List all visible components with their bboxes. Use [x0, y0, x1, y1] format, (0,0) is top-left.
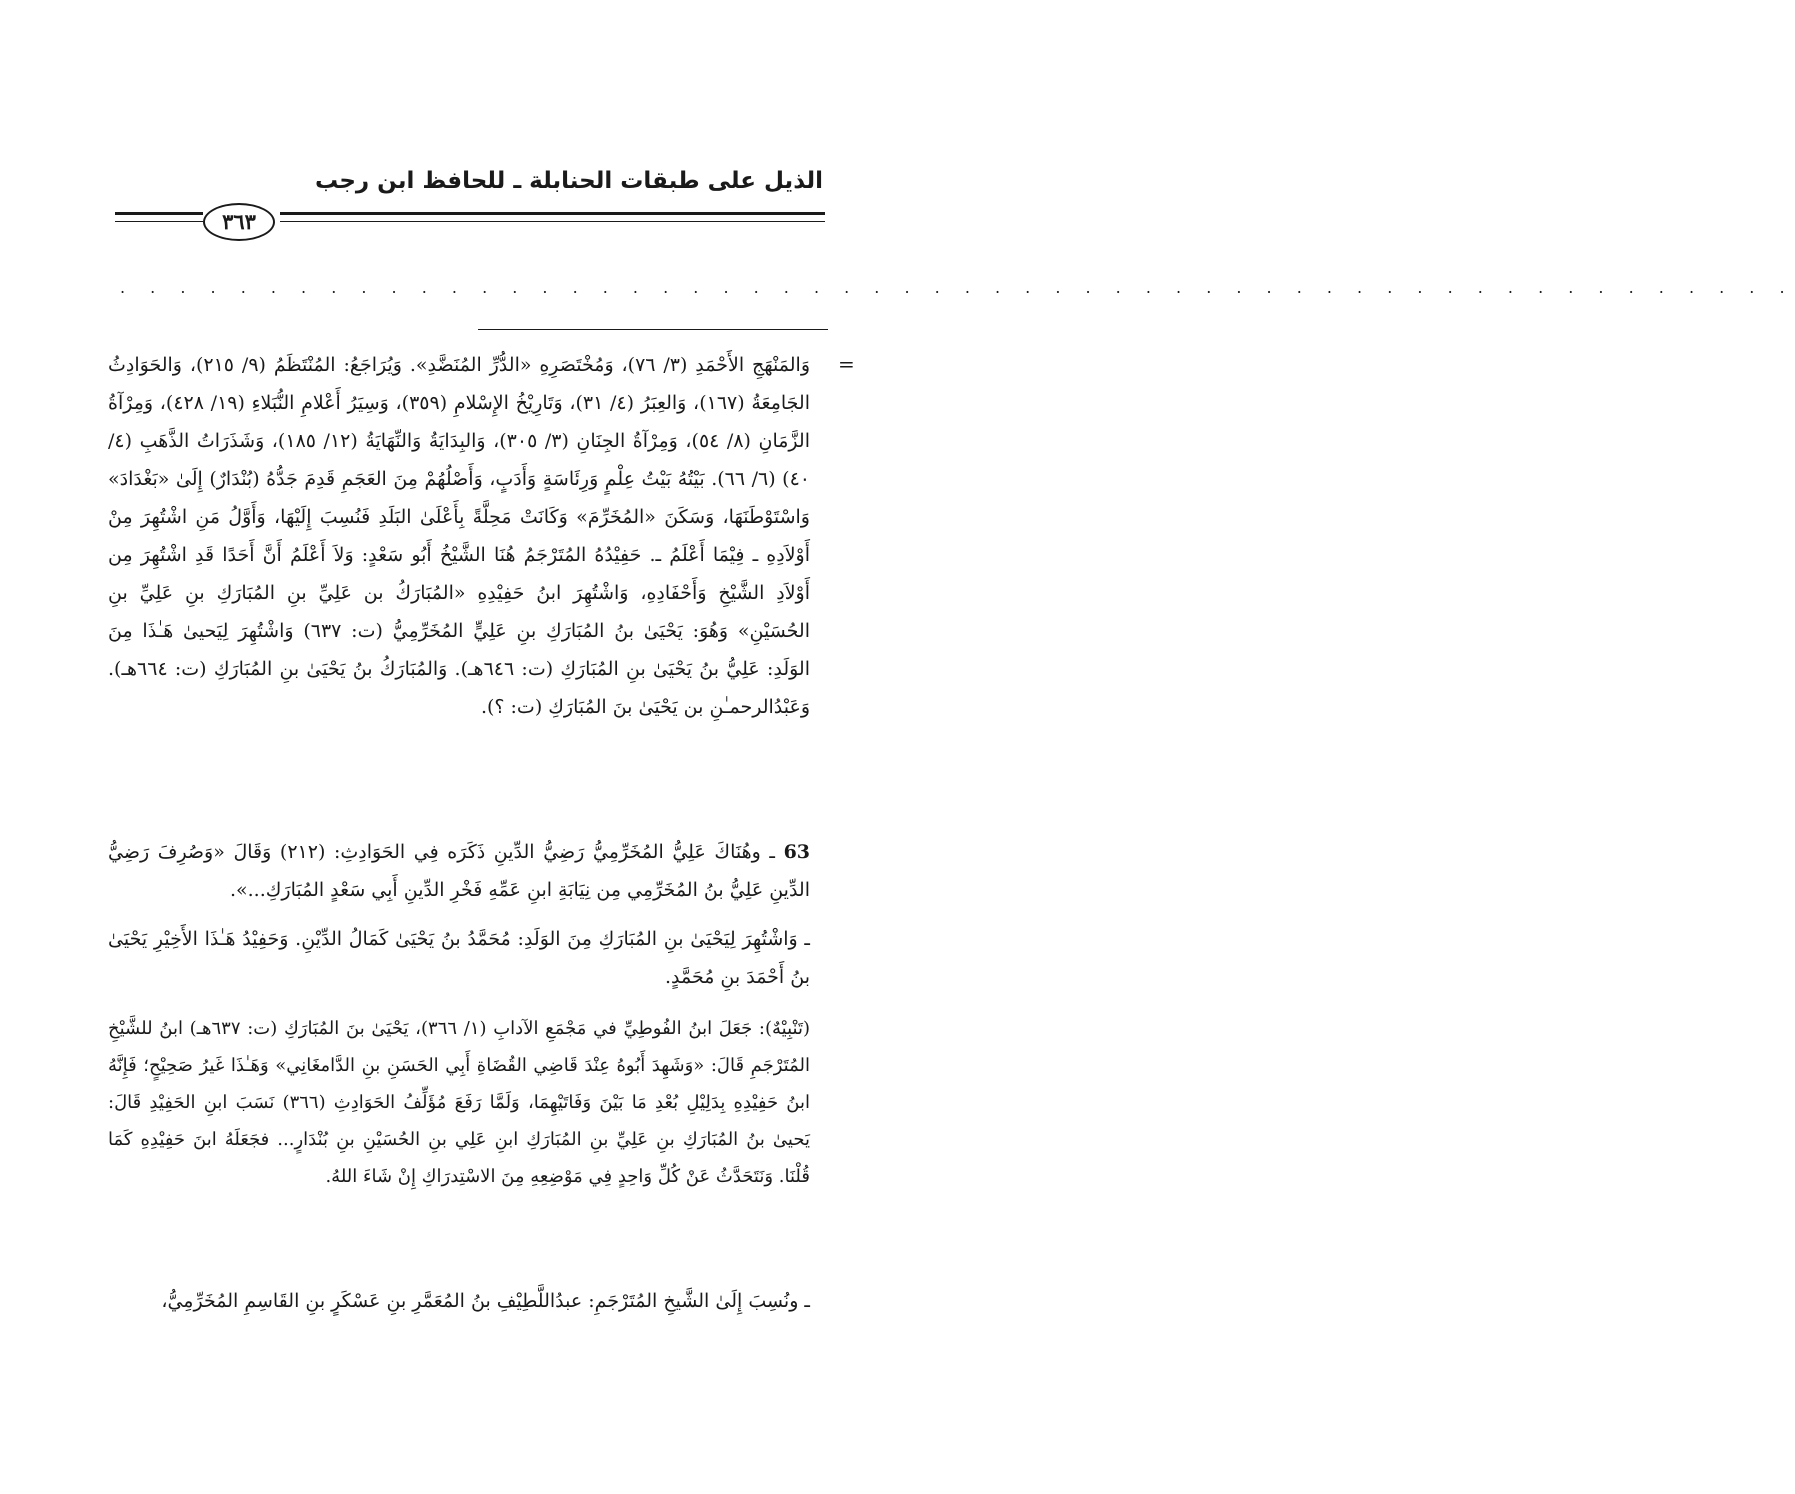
header-rule-right — [280, 212, 825, 215]
footnote-paragraph-4 — [108, 1282, 810, 1320]
footnote-paragraph-3 — [108, 1010, 810, 1195]
footnote-continued-text: وَالمَنْهَجِ الأَحْمَدِ (٣/ ٧٦)، وَمُخْتَصَرِهِ «الدُّرِّ المُنَضَّدِ». وَيُرَاجَعُ: المُنْتَظَمُ (٩/ ٢١٥)، وَالحَوَادِثُ الجَامِعَةُ (١٦٧)، وَالعِبَرُ (٤/ ٣١)، وَتَارِيْخُ الإِسْلامِ (٣٥٩)، وَسِيَرُ أَعْلامِ النُّبَلاءِ (١٩/ ٤٢٨)، وَمِرْآةُ الزَّمَانِ (٨/ ٥٤)، وَمِرْآةُ الجِنَانِ (٣/ ٣٠٥)، وَالبِدَايَةُ وَالنِّهَايَةُ (١٢/ ١٨٥)، وَشَذَرَاتُ الذَّهَبِ (٤/ ٤٠) (٦/ ٦٦). بَيْتُهُ بَيْتُ عِلْمٍ وَرِئَاسَةٍ وَأَدَبٍ، وَأَصْلُهُمْ مِنَ العَجَمِ قَدِمَ جَدُّهُ (بُنْدَارٌ) إِلَىٰ «بَغْدَادَ» وَاسْتَوْطَنَهَا، وَسَكَنَ «المُخَرِّمَ» وَكَانَتْ مَحِلَّةً بِأَعْلَىٰ البَلَدِ فَنُسِبَ إِلَيْهَا، وَأَوَّلُ مَنِ اشْتُهِرَ مِنْ أَوْلاَدِهِ ـ فِيْمَا أَعْلَمُ ـ. حَفِيْدُهُ المُتَرْجَمُ هُنَا الشَّيْخُ أَبُو سَعْدٍ: وَلاَ أَعْلَمُ أَنَّ أَحَدًا قَدِ اشْتُهِرَ مِن أَوْلاَدِ الشَّيْخِ وَأَحْفَادِهِ، وَاشْتُهِرَ ابنُ حَفِيْدِهِ «المُبَارَكُ بن عَلِيِّ بنِ المُبَارَكِ بنِ عَلِيِّ بنِ الحُسَيْنِ» وَهُوَ: يَحْيَىٰ بنُ المُبَارَكِ بنِ عَلِيٍّ المُخَرِّمِيُّ (ت: ٦٣٧) وَاشْتُهِرَ لِيَحيىٰ هَـٰذَا مِنَ الوَلَدِ: عَلِيُّ بنُ يَحْيَىٰ بنِ المُبَارَكِ (ت: ٦٤٦هـ). وَالمُبَارَكُ بنُ يَحْيَىٰ بنِ المُبَارَكِ (ت: ٦٦٤هـ). وَعَبْدُالرحمـٰنِ بن يَحْيَىٰ بنَ المُبَارَكِ (ت: ؟). — [108, 354, 810, 718]
running-header-title: الذيل على طبقات الحنابلة ـ للحافظ ابن رجب — [314, 168, 823, 194]
footnote-paragraph-2-text: ـ وَاشْتُهِرَ لِيَحْيَىٰ بنِ المُبَارَكِ مِنَ الوَلَدِ: مُحَمَّدُ بنُ يَحْيَىٰ كَمَالُ الدِّيْنِ. وَحَفِيْدُ هَـٰذَا الأَخِيْرِ يَحْيَىٰ بنُ أَحْمَدَ بنِ مُحَمَّدٍ. — [108, 928, 811, 988]
footnote-continuation-mark: = — [838, 352, 855, 376]
footnote-continued — [108, 346, 810, 726]
footnote-63 — [108, 833, 810, 909]
footnote-63-text: ـ وهُنَاكَ عَلِيُّ المُخَرِّمِيُّ رَضِيُّ الدِّينِ ذَكَرَه فِي الحَوَادِثِ: (٢١٢) وَقَالَ «وَصُرِفَ رَضِيُّ الدِّينِ عَلِيُّ بنُ المُخَرِّمِي مِن نِيَابَةِ ابنِ عَمِّهِ فَخْرِ الدِّينِ أَبِي سَعْدٍ المُبَارَكِ...». — [108, 841, 810, 901]
footnote-63-number: 63 — [783, 841, 811, 863]
page-number: ٣٦٣ — [203, 203, 275, 241]
header-rule-left-lower — [115, 221, 203, 222]
header-rule-left — [115, 212, 203, 215]
footnote-paragraph-4-text: ـ ونُسِبَ إِلَىٰ الشَّيخِ المُتَرْجَمِ: عبدُاللَّطِيْفِ بنُ المُعَمَّرِ بنِ عَسْكَرٍ بنِ القَاسِمِ المُخَرِّمِيُّ، — [161, 1290, 810, 1312]
footnote-paragraph-3-text: (تَنْبِيْهٌ): جَعَلَ ابنُ الفُوطِيِّ في مَجْمَعِ الآدابِ (١/ ٣٦٦)، يَحْيَىٰ بنَ المُبَارَكِ (ت: ٦٣٧هـ) ابنُ للشَّيْخِ المُتَرْجَمِ قَالَ: «وَشَهِدَ أَبُوهُ عِنْدَ قَاضِي القُضَاةِ أَبِي الحَسَنِ بنِ الدَّامغَانِي» وَهَـٰذَا غَيرُ صَحِيْحٍ؛ فَإِنَّهُ ابنُ حَفِيْدِهِ بِدَلِيْلِ بُعْدِ مَا بَيْنَ وَفَاتَيْهِمَا، وَلَمَّا رَفَعَ مُؤَلِّفُ الحَوَادِثِ (٣٦٦) نَسَبَ ابنِ الحَفِيْدِ قَالَ: يَحيىٰ بنُ المُبَارَكِ بنِ عَلِيِّ بنِ المُبَارَكِ ابنِ عَلِي بنِ الحُسَيْنِ بنِ بُنْدَارٍ... فجَعَلَهُ ابنَ حَفِيْدِهِ كَمَا قُلْنَا. وَنَتَحَدَّثُ عَنْ كُلِّ وَاحِدٍ فِي مَوْضِعِهِ مِنَ الاسْتِدرَاكِ إِنْ شَاءَ اللهُ. — [108, 1018, 811, 1187]
footnote-rule — [478, 329, 828, 330]
footnote-paragraph-2 — [108, 920, 810, 996]
section-separator-dots: . . . . . . . . . . . . . . . . . . . . . . . . . . . . . . . . . . . . . . . . . . . . . . . . . . . . . . . . — [120, 278, 1795, 297]
header-rule-right-lower — [280, 221, 825, 222]
